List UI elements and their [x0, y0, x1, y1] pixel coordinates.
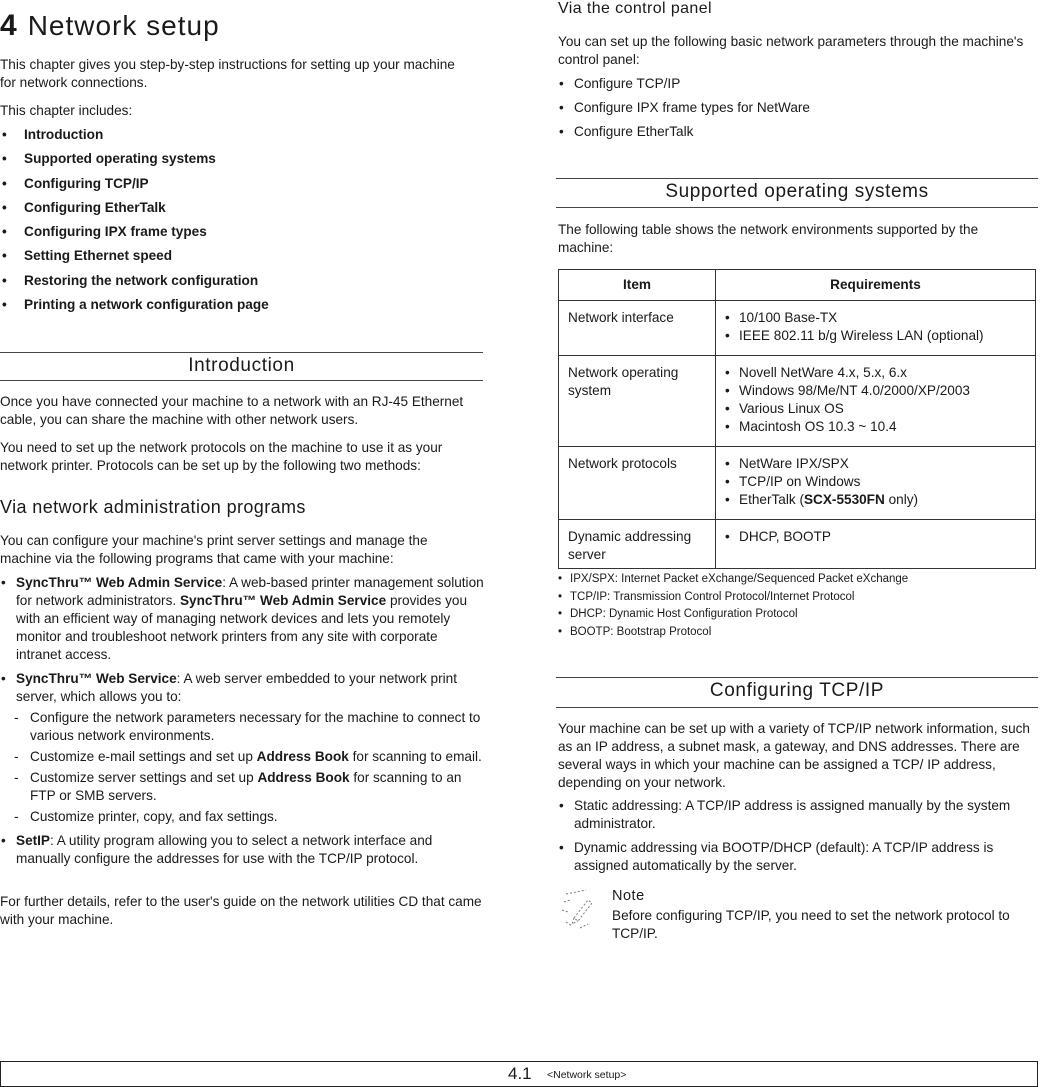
- table-header-item: Item: [559, 270, 716, 301]
- table-cell-item: Dynamic addressing server: [559, 520, 716, 569]
- list-item: • Configure EtherTalk: [559, 124, 694, 139]
- table-row: [559, 301, 1036, 356]
- list-item-web-service: • SyncThru™ Web Service: A web server embedded to your network print server, which allows you to:: [1, 671, 458, 704]
- toc-item[interactable]: • Configuring EtherTalk: [2, 199, 166, 215]
- introduction-para-2: You need to set up the network protocols on the machine to use it as your network printer. Protocols can be set up by the following two methods:: [0, 440, 443, 473]
- table-row: [559, 447, 1036, 520]
- note-title: Note: [612, 888, 645, 904]
- list-item-setip: • SetIP: A utility program allowing you to select a network interface and manually configure the addresses for use with the TCP/IP protocol.: [1, 833, 433, 866]
- table-cell-requirements: • NetWare IPX/SPX • TCP/IP on Windows • EtherTalk (SCX-5530FN only): [716, 447, 1036, 520]
- abbreviation-item: • IPX/SPX: Internet Packet eXchange/Sequenced Packet eXchange: [558, 573, 909, 585]
- table-cell-item: Network operating system: [559, 356, 716, 447]
- list-item: • Configure IPX frame types for NetWare: [559, 100, 810, 115]
- supported-os-heading: Supported operating systems: [665, 181, 929, 202]
- sub-item-printer: - Customize printer, copy, and fax settings.: [14, 809, 278, 824]
- table-row: [559, 356, 1036, 447]
- via-admin-para: You can configure your machine's print server settings and manage the machine via the following programs that came with your machine:: [0, 533, 428, 566]
- table-cell-item: Network protocols: [559, 447, 716, 520]
- list-item-dynamic: • Dynamic addressing via BOOTP/DHCP (default): A TCP/IP address is assigned automatically by the server.: [559, 840, 994, 873]
- includes-label: This chapter includes:: [0, 103, 133, 118]
- chapter-title: [0, 6, 220, 46]
- list-item-static: • Static addressing: A TCP/IP address is assigned manually by the system administrator.: [559, 798, 1011, 831]
- abbreviation-item: • TCP/IP: Transmission Control Protocol/Internet Protocol: [558, 590, 855, 603]
- toc-item[interactable]: • Setting Ethernet speed: [2, 248, 173, 264]
- table-header-row: [559, 270, 1036, 301]
- chapter-intro-text: This chapter gives you step-by-step instructions for setting up your machine for network connections.: [0, 57, 455, 90]
- via-admin-closing: For further details, refer to the user's guide on the network utilities CD that came with your machine.: [0, 894, 482, 927]
- note-text: Before configuring TCP/IP, you need to set the network protocol to TCP/IP.: [612, 908, 1010, 941]
- supported-os-para: The following table shows the network environments supported by the machine:: [558, 222, 979, 255]
- abbreviation-item: • DHCP: Dynamic Host Configuration Protocol: [558, 608, 798, 620]
- table-header-requirements: Requirements: [716, 270, 1036, 301]
- toc-item[interactable]: • Printing a network configuration page: [2, 297, 269, 313]
- table-cell-requirements: • Novell NetWare 4.x, 5.x, 6.x • Windows 98/Me/NT 4.0/2000/XP/2003 • Various Linux OS • Macintosh OS 10.3 ~ 10.4: [716, 356, 1036, 447]
- toc-item[interactable]: • Configuring IPX frame types: [2, 224, 207, 240]
- page-number: 4.1: [508, 1064, 532, 1083]
- section-rule-bottom: [0, 380, 483, 381]
- sub-item-email: - Customize e-mail settings and set up Address Book for scanning to email.: [14, 749, 482, 764]
- via-panel-list: [558, 75, 1028, 141]
- chapter-toc: [0, 126, 470, 320]
- section-rule-bottom: [556, 207, 1038, 208]
- toc-item[interactable]: • Restoring the network configuration: [2, 272, 259, 288]
- section-rule-bottom: [556, 707, 1038, 708]
- sub-item-configure: - Configure the network parameters necessary for the machine to connect to various network environments.: [14, 710, 481, 743]
- footer-chapter-name: <Network setup>: [547, 1069, 627, 1081]
- requirements-table: [558, 269, 1036, 569]
- list-item: • Configure TCP/IP: [559, 76, 681, 91]
- chapter-title-text: Network setup: [27, 10, 220, 41]
- sub-item-server: - Customize server settings and set up Address Book for scanning to an FTP or SMB servers.: [14, 770, 462, 803]
- admin-program-list: [0, 574, 484, 868]
- tcpip-heading: Configuring TCP/IP: [709, 680, 885, 701]
- toc-item[interactable]: • Configuring TCP/IP: [2, 175, 149, 191]
- toc-item[interactable]: • Introduction: [2, 127, 104, 142]
- abbreviation-item: • BOOTP: Bootstrap Protocol: [558, 625, 712, 638]
- table-cell-requirements: • DHCP, BOOTP: [716, 520, 1036, 569]
- tcpip-list: [558, 797, 1036, 875]
- introduction-heading: Introduction: [188, 355, 295, 376]
- abbreviation-list: [556, 571, 1036, 641]
- page-footer: [0, 1061, 1038, 1087]
- table-cell-requirements: • 10/100 Base-TX • IEEE 802.11 b/g Wireless LAN (optional): [716, 301, 1036, 356]
- introduction-para-1: Once you have connected your machine to a network with an RJ-45 Ethernet cable, you can share the machine with other network users.: [0, 394, 464, 427]
- table-cell-item: Network interface: [559, 301, 716, 356]
- via-admin-heading: Via network administration programs: [0, 497, 306, 517]
- chapter-number: 4: [0, 9, 18, 42]
- table-row: [559, 520, 1036, 569]
- toc-item[interactable]: • Supported operating systems: [2, 151, 216, 167]
- via-panel-para: You can set up the following basic network parameters through the machine's control panel:: [558, 34, 1024, 67]
- via-panel-heading: Via the control panel: [558, 0, 712, 17]
- section-rule-top: [556, 677, 1038, 678]
- tcpip-para: Your machine can be set up with a variety of TCP/IP network information, such as an IP address, a subnet mask, a gateway, and DNS addresses. There are several ways in which your machine can be assigned a TCP/ IP address, depending on your network.: [558, 721, 1030, 790]
- section-rule-top: [0, 352, 483, 353]
- section-rule-top: [556, 178, 1038, 179]
- list-item-web-admin-service: • SyncThru™ Web Admin Service: A web-based printer management solution for network administrators. SyncThru™ Web Admin Service provides you with an efficient way of managing network devices and lets you remotely monitor and troubleshoot network printers from any site with corporate intranet access.: [1, 575, 484, 662]
- note-pencil-icon: [558, 888, 598, 930]
